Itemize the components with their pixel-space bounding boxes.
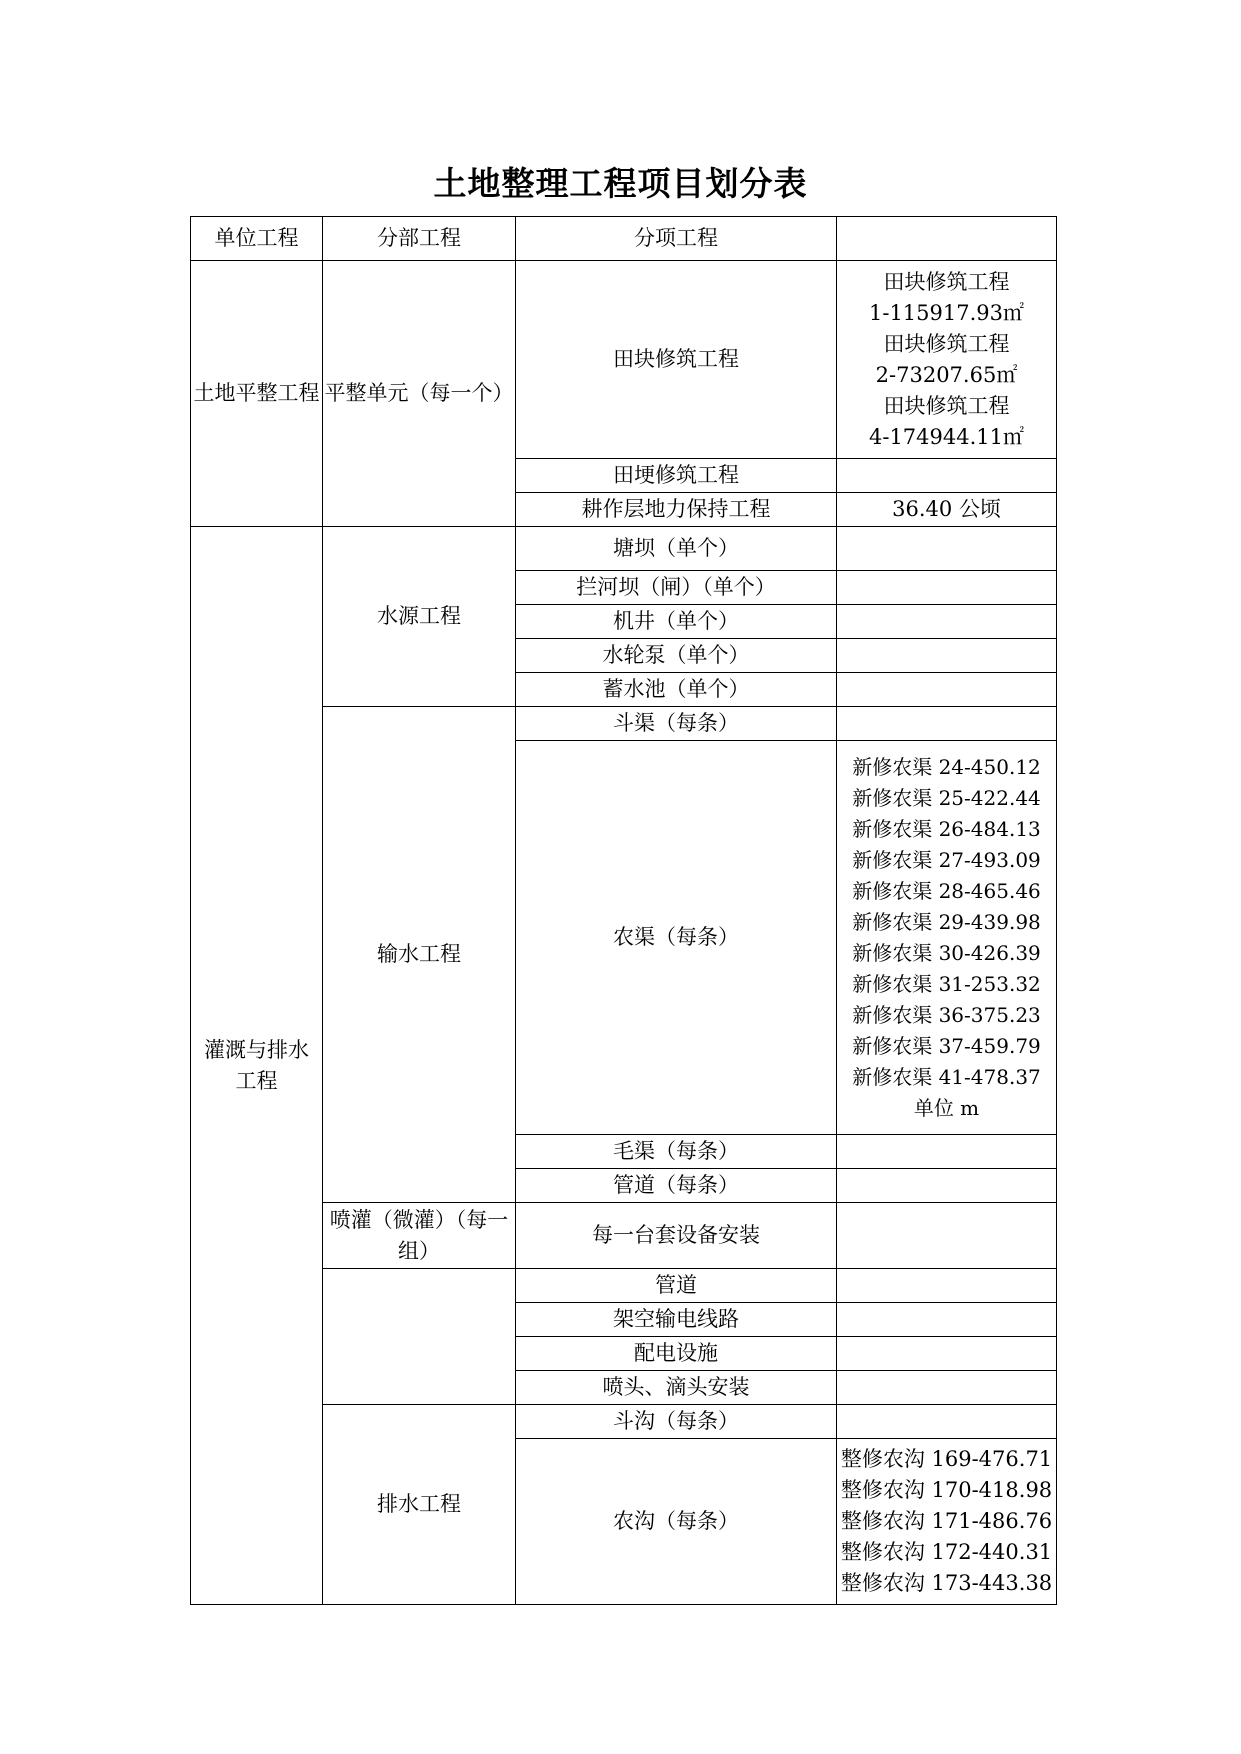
unit-irrigation-drainage: 灌溉与排水工程 xyxy=(191,527,323,1605)
list-item: 整修农沟 172-440.31 xyxy=(840,1540,1053,1564)
farm-canal-values xyxy=(837,741,1057,1135)
value-empty xyxy=(837,1405,1057,1439)
list-item: 新修农渠 27-493.09 xyxy=(852,847,1041,872)
value-empty xyxy=(837,673,1057,707)
fertility-value: 36.40 公顷 xyxy=(837,493,1057,527)
list-item: 新修农渠 24-450.12 xyxy=(852,754,1041,779)
item-power-facility: 配电设施 xyxy=(516,1337,837,1371)
value-empty xyxy=(837,459,1057,493)
table-header-row xyxy=(191,217,1057,261)
list-item: 4-174944.11㎡ xyxy=(868,424,1025,449)
unit-land-leveling: 土地平整工程 xyxy=(191,261,323,527)
header-value xyxy=(837,217,1057,261)
project-division-table xyxy=(190,216,1057,1605)
division-unnamed xyxy=(323,1269,516,1405)
field-block-values xyxy=(837,261,1057,459)
farm-ditch-values xyxy=(837,1439,1057,1605)
item-fertility: 耕作层地力保持工程 xyxy=(516,493,837,527)
division-water-source: 水源工程 xyxy=(323,527,516,707)
value-empty xyxy=(837,1303,1057,1337)
list-item: 1-115917.93㎡ xyxy=(868,300,1025,325)
value-empty xyxy=(837,605,1057,639)
value-empty xyxy=(837,527,1057,571)
division-drainage: 排水工程 xyxy=(323,1405,516,1605)
item-water-turbine-pump: 水轮泵（单个） xyxy=(516,639,837,673)
header-division-project: 分部工程 xyxy=(323,217,516,261)
table-row xyxy=(191,527,1057,571)
item-ridge: 田埂修筑工程 xyxy=(516,459,837,493)
item-well: 机井（单个） xyxy=(516,605,837,639)
value-empty xyxy=(837,1135,1057,1169)
list-item: 新修农渠 29-439.98 xyxy=(852,909,1041,934)
list-item: 整修农沟 169-476.71 xyxy=(840,1447,1053,1471)
value-empty xyxy=(837,1169,1057,1203)
list-item: 田块修筑工程 xyxy=(883,269,1010,294)
document-title: 土地整理工程项目划分表 xyxy=(433,164,808,203)
unit-note: 单位 m xyxy=(913,1095,980,1120)
item-farm-canal: 农渠（每条） xyxy=(516,741,837,1135)
item-pipe: 管道 xyxy=(516,1269,837,1303)
item-farm-ditch: 农沟（每条） xyxy=(516,1439,837,1605)
header-item-project: 分项工程 xyxy=(516,217,837,261)
division-sprinkler: 喷灌（微灌）（每一组） xyxy=(323,1203,516,1269)
value-empty xyxy=(837,1371,1057,1405)
value-empty xyxy=(837,1337,1057,1371)
list-item: 新修农渠 37-459.79 xyxy=(852,1033,1041,1058)
list-item: 新修农渠 25-422.44 xyxy=(852,785,1041,810)
list-item: 整修农沟 171-486.76 xyxy=(840,1509,1053,1533)
value-empty xyxy=(837,707,1057,741)
item-equipment-install: 每一台套设备安装 xyxy=(516,1203,837,1269)
item-pipeline: 管道（每条） xyxy=(516,1169,837,1203)
item-overhead-line: 架空输电线路 xyxy=(516,1303,837,1337)
list-item: 新修农渠 30-426.39 xyxy=(852,940,1041,965)
list-item: 整修农沟 170-418.98 xyxy=(840,1478,1053,1502)
item-branch-canal: 斗渠（每条） xyxy=(516,707,837,741)
list-item: 新修农渠 31-253.32 xyxy=(852,971,1041,996)
list-item: 田块修筑工程 xyxy=(883,393,1010,418)
item-field-canal: 毛渠（每条） xyxy=(516,1135,837,1169)
value-empty xyxy=(837,1269,1057,1303)
value-empty xyxy=(837,1203,1057,1269)
item-field-block: 田块修筑工程 xyxy=(516,261,837,459)
item-reservoir: 蓄水池（单个） xyxy=(516,673,837,707)
division-conveyance: 输水工程 xyxy=(323,707,516,1203)
value-empty xyxy=(837,571,1057,605)
division-leveling-unit: 平整单元（每一个） xyxy=(323,261,516,527)
table-row xyxy=(191,261,1057,459)
header-unit-project: 单位工程 xyxy=(191,217,323,261)
value-empty xyxy=(837,639,1057,673)
list-item: 新修农渠 26-484.13 xyxy=(852,816,1041,841)
list-item: 新修农渠 36-375.23 xyxy=(852,1002,1041,1027)
list-item: 新修农渠 28-465.46 xyxy=(852,878,1041,903)
item-river-dam: 拦河坝（闸）（单个） xyxy=(516,571,837,605)
list-item: 2-73207.65㎡ xyxy=(875,362,1018,387)
item-branch-ditch: 斗沟（每条） xyxy=(516,1405,837,1439)
item-nozzle-install: 喷头、滴头安装 xyxy=(516,1371,837,1405)
list-item: 田块修筑工程 xyxy=(883,331,1010,356)
item-pond-dam: 塘坝（单个） xyxy=(516,527,837,571)
list-item: 整修农沟 173-443.38 xyxy=(840,1571,1053,1595)
list-item: 新修农渠 41-478.37 xyxy=(852,1064,1041,1089)
